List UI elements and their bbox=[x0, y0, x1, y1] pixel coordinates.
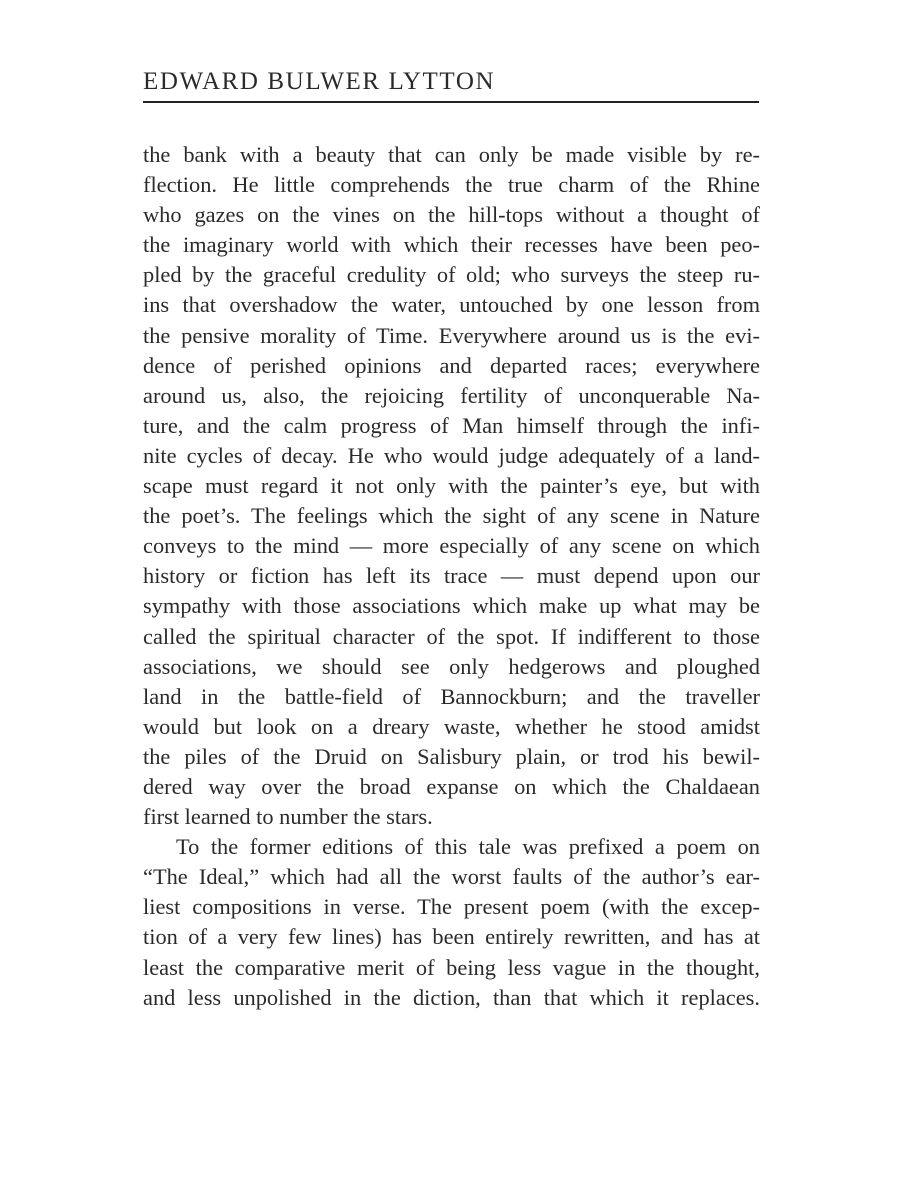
paragraph-1 bbox=[143, 140, 760, 832]
text-line: around us, also, the rejoicing fertility of unconquerable Na- bbox=[143, 382, 760, 408]
text-line: scape must regard it not only with the painter’s eye, but with bbox=[143, 473, 760, 499]
running-head: EDWARD BULWER LYTTON bbox=[143, 68, 496, 95]
text-line: and less unpolished in the diction, than that which it replaces. bbox=[143, 984, 760, 1010]
text-line: the bank with a beauty that can only be made visible by re- bbox=[143, 142, 760, 167]
text-line: associations, we should see only hedgerows and ploughed bbox=[143, 653, 760, 679]
text-line: nite cycles of decay. He who would judge adequately of a land- bbox=[143, 442, 760, 468]
page-header bbox=[143, 62, 759, 103]
text-line: “The Ideal,” which had all the worst faults of the author’s ear- bbox=[143, 864, 760, 890]
text-line: the imaginary world with which their recesses have been peo- bbox=[143, 232, 760, 258]
text-line: flection. He little comprehends the true charm of the Rhine bbox=[143, 172, 760, 198]
text-line: the pensive morality of Time. Everywhere around us is the evi- bbox=[143, 322, 760, 348]
text-line: called the spiritual character of the spot. If indifferent to those bbox=[143, 623, 760, 649]
text-line: the poet’s. The feelings which the sight of any scene in Nature bbox=[143, 503, 760, 529]
text-line: land in the battle-field of Bannockburn; and the traveller bbox=[143, 683, 760, 709]
text-line: the piles of the Druid on Salisbury plain, or trod his bewil- bbox=[143, 743, 760, 769]
text-line: To the former editions of this tale was prefixed a poem on bbox=[176, 834, 760, 860]
text-line: ture, and the calm progress of Man himself through the infi- bbox=[143, 412, 760, 438]
text-line: dence of perished opinions and departed races; everywhere bbox=[143, 352, 760, 378]
text-line: first learned to number the stars. bbox=[143, 804, 433, 830]
text-line: conveys to the mind — more especially of any scene on which bbox=[143, 533, 760, 559]
text-line: sympathy with those associations which make up what may be bbox=[143, 593, 760, 619]
body-text bbox=[143, 140, 760, 1013]
text-line: dered way over the broad expanse on which the Chaldaean bbox=[143, 773, 760, 799]
text-line: who gazes on the vines on the hill-tops without a thought of bbox=[143, 202, 760, 228]
text-line: would but look on a dreary waste, whether he stood amidst bbox=[143, 713, 760, 739]
text-line: history or fiction has left its trace — must depend upon our bbox=[143, 563, 760, 589]
paragraph-2 bbox=[143, 832, 760, 1013]
text-line: least the comparative merit of being less vague in the thought, bbox=[143, 954, 760, 980]
text-line: liest compositions in verse. The present poem (with the excep- bbox=[143, 894, 760, 920]
text-line: tion of a very few lines) has been entirely rewritten, and has at bbox=[143, 924, 760, 950]
text-line: ins that overshadow the water, untouched by one lesson from bbox=[143, 292, 760, 318]
text-line: pled by the graceful credulity of old; who surveys the steep ru- bbox=[143, 262, 760, 288]
